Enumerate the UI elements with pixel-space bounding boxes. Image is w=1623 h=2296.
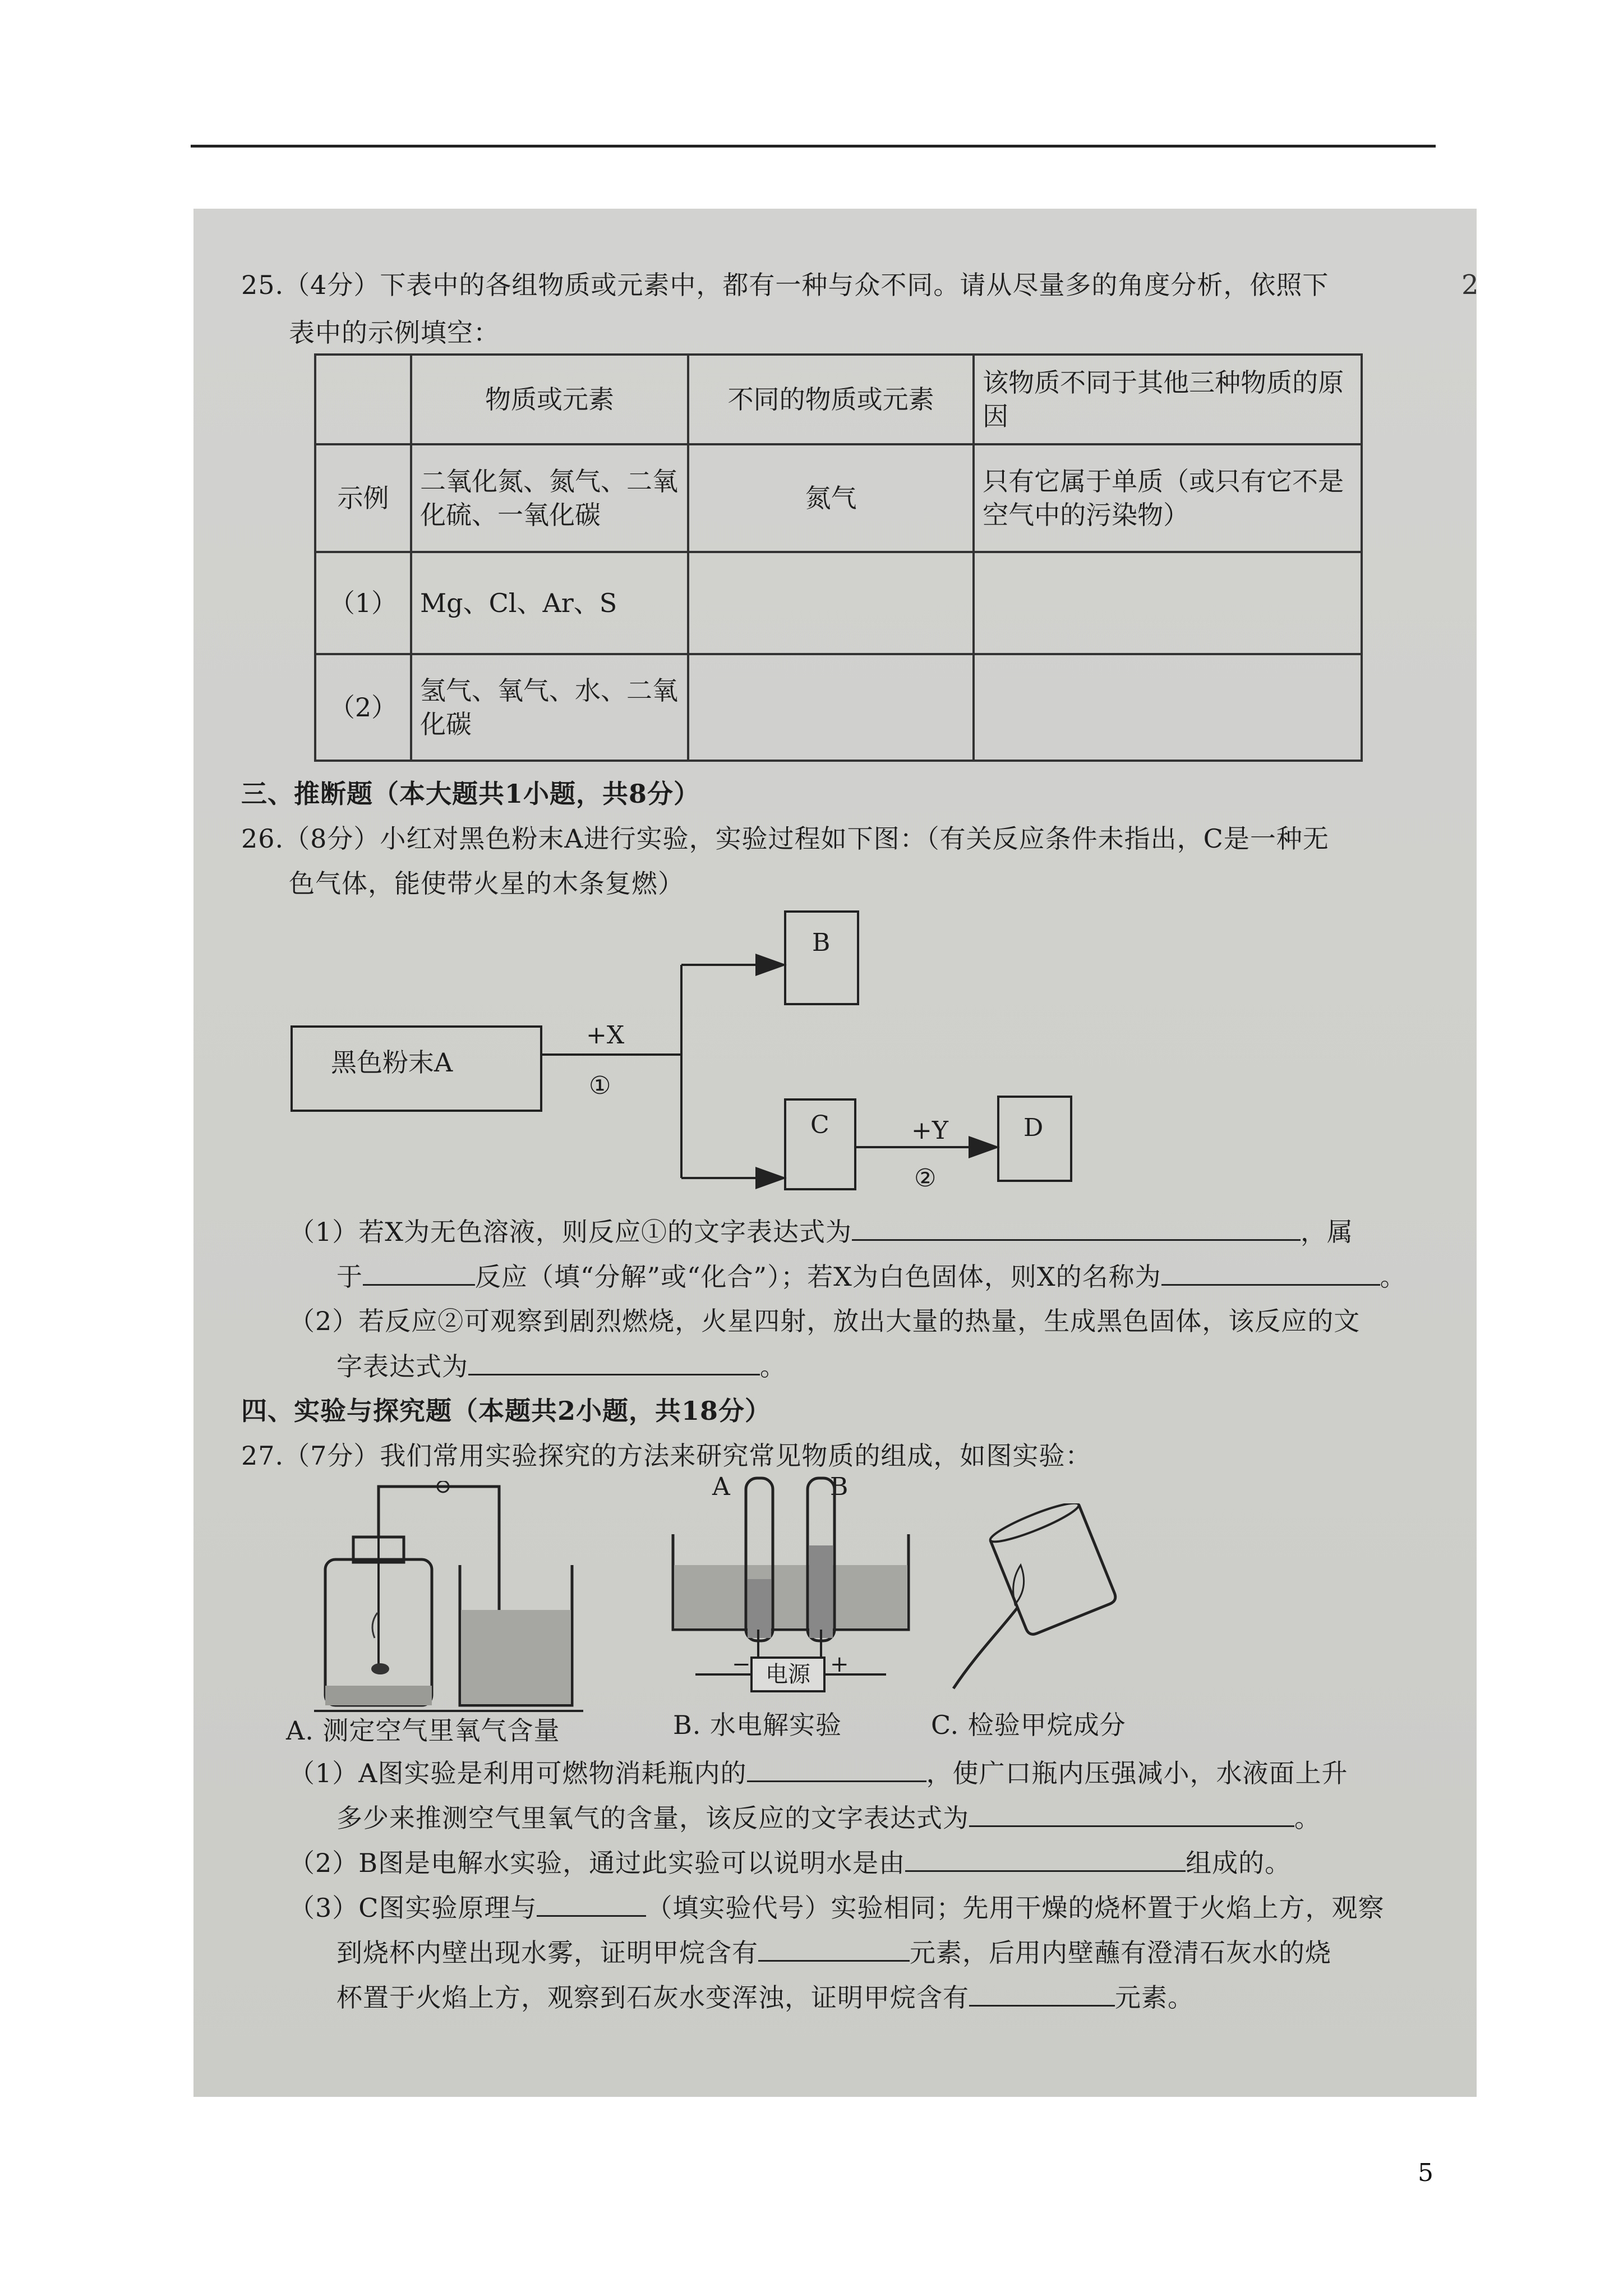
table-cell: 氢气、氧气、水、二氧化碳 — [411, 654, 688, 761]
table-cell: Mg、Cl、Ar、S — [411, 552, 688, 654]
tube-b-label: B — [830, 1473, 849, 1501]
table-row — [315, 654, 1362, 761]
answer-blank[interactable] — [758, 1935, 910, 1962]
gas-tube — [953, 1607, 1018, 1688]
answer-blank[interactable] — [537, 1890, 646, 1917]
figure-c-caption: C. 检验甲烷成分 — [931, 1710, 1126, 1740]
tube-b-water — [809, 1545, 833, 1638]
answer-cell[interactable] — [974, 552, 1362, 654]
table-row — [315, 552, 1362, 654]
q26-part1-text: （1）若X为无色溶液，则反应①的文字表达式为 — [289, 1217, 852, 1247]
answer-blank[interactable] — [363, 1259, 475, 1286]
flame-wisp — [372, 1613, 377, 1638]
q27-part3-text: （填实验代号）实验相同；先用干燥的烧杯置于火焰上方，观察 — [646, 1893, 1385, 1923]
q27-part2-text: 组成的。 — [1186, 1848, 1292, 1878]
q27-part1-text: 多少来推测空气里氧气的含量，该反应的文字表达式为 — [336, 1803, 969, 1833]
delivery-tube — [379, 1487, 499, 1621]
table-cell: 只有它属于单质（或只有它不是空气中的污染物） — [974, 444, 1362, 552]
plus-sign: + — [830, 1651, 849, 1677]
q27-part1-text: ，使广口瓶内压强减小，水液面上升 — [926, 1758, 1348, 1788]
reagent-y-label: +Y — [911, 1116, 948, 1145]
q27-part2-text: （2）B图是电解水实验，通过此实验可以说明水是由 — [289, 1848, 906, 1878]
header-rule — [191, 145, 1436, 148]
figure-c-methane-test — [948, 1503, 1161, 1694]
table-header-row — [315, 355, 1362, 444]
table-header-cell — [315, 355, 411, 444]
q26-part1-text: 于 — [336, 1262, 363, 1292]
section-heading-4: 四、实验与探究题（本题共2小题，共18分） — [241, 1396, 772, 1426]
q27-part3-line1 — [289, 1890, 1384, 1925]
figure-b-caption: B. 水电解实验 — [673, 1710, 842, 1740]
table-cell: （1） — [315, 552, 411, 654]
tube-a-label: A — [712, 1473, 730, 1501]
q26-stem-line2: 色气体，能使带火星的木条复燃） — [289, 868, 684, 899]
answer-blank[interactable] — [1161, 1259, 1380, 1286]
q26-part1-line1 — [289, 1214, 1353, 1249]
minus-sign: − — [732, 1651, 751, 1677]
q26-part1-line2 — [336, 1259, 1407, 1294]
answer-cell[interactable] — [974, 654, 1362, 761]
table-cell: 示例 — [315, 444, 411, 552]
beaker-rim — [988, 1503, 1082, 1548]
table-header-cell: 该物质不同于其他三种物质的原因 — [974, 355, 1362, 444]
answer-blank[interactable] — [747, 1756, 926, 1782]
q25-table — [314, 353, 1363, 762]
answer-cell[interactable] — [688, 654, 974, 761]
table-header-cell: 不同的物质或元素 — [688, 355, 974, 444]
bottle-water — [325, 1686, 432, 1705]
q27-part3-line3 — [336, 1980, 1194, 2014]
power-label: 电源 — [766, 1662, 810, 1687]
box-d-label: D — [1023, 1114, 1044, 1142]
q26-part1-text: 反应（填“分解”或“化合”）；若X为白色固体，则X的名称为 — [475, 1262, 1161, 1292]
q27-part3-text: 元素。 — [1115, 1982, 1194, 2013]
q27-part1-line1 — [289, 1756, 1348, 1790]
table-cell: 二氧化氮、氮气、二氧化硫、一氧化碳 — [411, 444, 688, 552]
step-2-label: ② — [914, 1164, 937, 1193]
table-cell: 氮气 — [688, 444, 974, 552]
q26-part1-suffix: ，属 — [1301, 1217, 1354, 1247]
figure-b-electrolysis-apparatus — [662, 1467, 942, 1703]
tube-a-water — [748, 1579, 771, 1638]
q26-stem-line1: 26.（8分）小红对黑色粉末A进行实验，实验过程如下图：（有关反应条件未指出，C是一种无 — [241, 823, 1329, 854]
trough-water — [674, 1565, 907, 1628]
answer-blank[interactable] — [905, 1846, 1186, 1872]
box-c-label: C — [810, 1111, 829, 1139]
side-mark: 2 — [1461, 269, 1479, 301]
q27-part3-line2 — [336, 1935, 1331, 1970]
beaker-water — [461, 1610, 571, 1704]
q27-part3-text: 杯置于火焰上方，观察到石灰水变浑浊，证明甲烷含有 — [336, 1982, 969, 2013]
q25-stem-line2: 表中的示例填空： — [289, 318, 500, 348]
q27-part2 — [289, 1846, 1291, 1880]
table-header-cell: 物质或元素 — [411, 355, 688, 444]
q26-flow-diagram — [280, 886, 1178, 1200]
q26-part2-text: 字表达式为 — [336, 1351, 468, 1382]
q25-stem-line1: 25.（4分）下表中的各组物质或元素中，都有一种与众不同。请从尽量多的角度分析，依照下 — [241, 270, 1329, 300]
q27-part3-text: （3）C图实验原理与 — [289, 1893, 537, 1923]
answer-blank[interactable] — [468, 1349, 760, 1375]
section-heading-3: 三、推断题（本大题共1小题，共8分） — [241, 779, 700, 809]
box-a-label: 黑色粉末A — [331, 1047, 453, 1078]
answer-cell[interactable] — [688, 552, 974, 654]
page-number: 5 — [1418, 2159, 1433, 2187]
answer-blank[interactable] — [969, 1801, 1294, 1827]
q27-part3-text: 到烧杯内壁出现水雾，证明甲烷含有 — [336, 1938, 758, 1968]
q27-stem: 27.（7分）我们常用实验探究的方法来研究常见物质的组成，如图实验： — [241, 1441, 1092, 1471]
q27-part1-text: （1）A图实验是利用可燃物消耗瓶内的 — [289, 1758, 747, 1788]
step-1-label: ① — [589, 1071, 611, 1100]
q27-part3-text: 元素，后用内壁蘸有澄清石灰水的烧 — [910, 1938, 1331, 1968]
q26-part2-line1: （2）若反应②可观察到剧烈燃烧，火星四射，放出大量的热量，生成黑色固体，该反应的文 — [289, 1306, 1361, 1336]
q26-part1-suffix: 。 — [1380, 1262, 1407, 1292]
box-b — [785, 912, 858, 1004]
q26-part2-suffix: 。 — [760, 1351, 786, 1382]
table-cell: （2） — [315, 654, 411, 761]
table-row — [315, 444, 1362, 552]
q26-part2-line2 — [336, 1349, 786, 1383]
q27-part1-line2 — [336, 1801, 1321, 1835]
reagent-x-label: +X — [586, 1021, 625, 1050]
answer-blank[interactable] — [852, 1214, 1301, 1241]
figure-a-caption: A. 测定空气里氧气含量 — [286, 1715, 560, 1746]
figure-a-oxygen-apparatus — [314, 1481, 594, 1717]
combustion-spoon — [371, 1663, 389, 1674]
answer-blank[interactable] — [969, 1980, 1115, 2007]
q27-part1-suffix: 。 — [1294, 1803, 1321, 1833]
box-b-label: B — [812, 928, 831, 957]
